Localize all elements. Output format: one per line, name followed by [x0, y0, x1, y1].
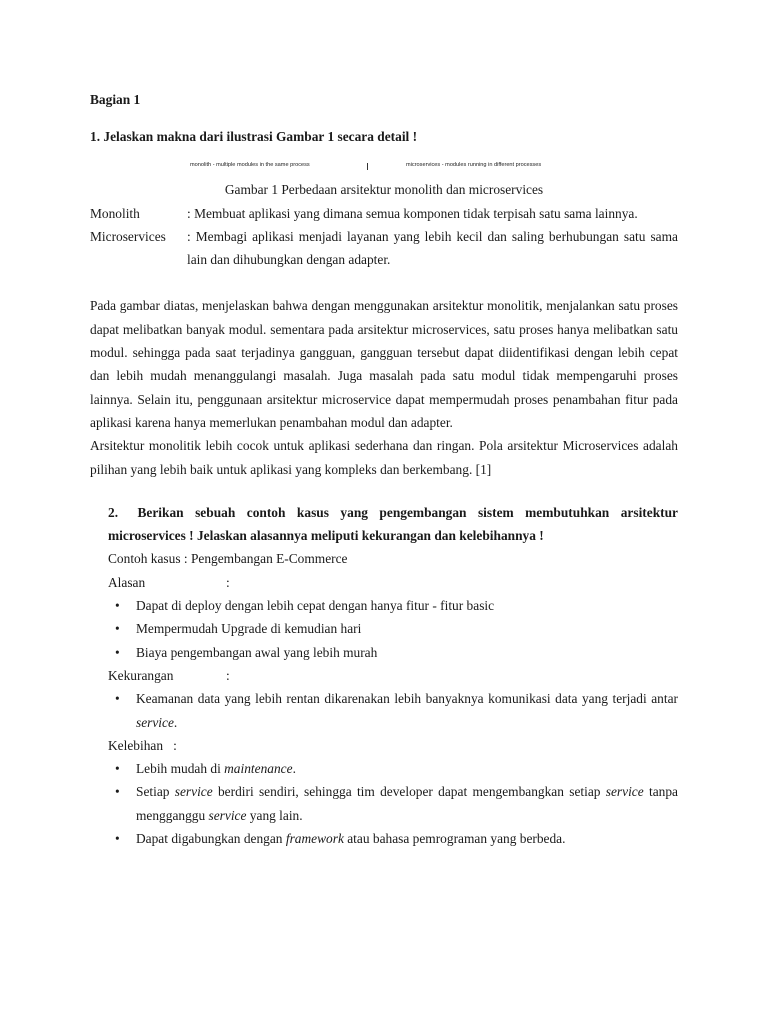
list-item-text: Biaya pengembangan awal yang lebih murah: [136, 644, 378, 660]
list-item: [108, 827, 678, 850]
definition-term: Monolith: [90, 205, 140, 221]
kelebihan-label: Kelebihan: [108, 737, 164, 753]
list-item: [108, 594, 678, 617]
text-run: yang lain.: [246, 807, 303, 823]
list-item: [108, 780, 678, 827]
text-run: .: [292, 761, 296, 777]
italic-term: service: [605, 784, 644, 800]
question-2-text: Berikan sebuah contoh kasus yang pengembangan sistem membutuhkan arsitektur microservices ! Jelaskan alasannya meliputi kekurangan dan kelebihannya !: [108, 504, 678, 544]
alasan-colon: :: [226, 574, 230, 590]
alasan-label-row: [108, 571, 678, 594]
definition-microservices: [90, 225, 678, 272]
question-2-number: 2.: [108, 504, 119, 520]
text-run: berdiri sendiri, sehingga tim developer dapat mengembangkan setiap: [212, 784, 606, 800]
text-run: Setiap: [136, 784, 175, 800]
kekurangan-label-row: [108, 664, 678, 687]
definition-description: : Membuat aplikasi yang dimana semua komponen tidak terpisah satu sama lainnya.: [187, 205, 638, 221]
alasan-label: Alasan: [108, 574, 146, 590]
kekurangan-label: Kekurangan: [108, 667, 174, 683]
kekurangan-colon: :: [226, 667, 230, 683]
text-run: atau bahasa pemrograman yang berbeda.: [343, 831, 566, 847]
list-item: [108, 757, 678, 780]
text-run: Keamanan data yang lebih rentan dikarenakan lebih banyaknya komunikasi data yang terjadi antar: [136, 691, 678, 707]
text-run: Lebih mudah di: [136, 761, 225, 777]
list-item-text: [136, 780, 678, 827]
figure-right-label: microservices - modules running in different processes: [406, 162, 542, 169]
text-run: Dapat digabungkan dengan: [136, 831, 286, 847]
italic-term: service: [174, 784, 213, 800]
bullet-icon: •: [115, 761, 120, 777]
list-item: [108, 641, 678, 664]
question-2: [108, 501, 678, 548]
alasan-list: [108, 594, 678, 664]
explanation-paragraph: Pada gambar diatas, menjelaskan bahwa dengan menggunakan arsitektur monolitik, menjalankan satu proses dapat melibatkan banyak modul. sementara pada arsitektur microservices, satu proses hanya melibatkan satu modul. sehingga pada saat terjadinya gangguan, gangguan tersebut dapat diidentifikasi dengan lebih cepat dan lebih mudah menanggulangi masalah. Juga masalah pada satu modul tidak mempengaruhi proses lainnya. Selain itu, penggunaan arsitektur microservice dapat mempermudah proses penambahan fitur pada aplikasi karena hanya memerlukan penambahan modul dan adapter.: [90, 298, 678, 430]
text-run: .: [173, 714, 178, 730]
definition-monolith: [90, 202, 678, 225]
bullet-icon: •: [115, 598, 120, 614]
kelebihan-label-row: [108, 734, 678, 757]
bullet-icon: •: [115, 691, 120, 707]
italic-term: maintenance: [224, 761, 293, 777]
figure-1: [90, 154, 678, 176]
conclusion-paragraph: Arsitektur monolitik lebih cocok untuk aplikasi sederhana dan ringan. Pola arsitektur Microservices adalah pilihan yang lebih baik untuk aplikasi yang kompleks dan berkembang. [1]: [90, 438, 678, 477]
list-item-text: [136, 827, 678, 850]
text-run: tanpa mengganggu: [136, 784, 678, 823]
bullet-icon: •: [115, 831, 120, 847]
question-2-section: [90, 501, 678, 850]
question-1: 1. Jelaskan makna dari ilustrasi Gambar 1 secara detail !: [90, 129, 418, 144]
document-page: [90, 88, 678, 850]
kelebihan-list: [108, 757, 678, 850]
figure-caption: Gambar 1 Perbedaan arsitektur monolith dan microservices: [224, 182, 544, 198]
list-item: [108, 617, 678, 640]
definition-description: : Membagi aplikasi menjadi layanan yang lebih kecil dan saling berhubungan satu sama lain dan dihubungkan dengan adapter.: [187, 228, 678, 268]
list-item-text: Mempermudah Upgrade di kemudian hari: [136, 621, 362, 637]
bullet-icon: •: [115, 621, 120, 637]
bullet-icon: •: [115, 784, 120, 800]
list-item-text: [136, 757, 678, 780]
list-item-text: Dapat di deploy dengan lebih cepat dengan hanya fitur - fitur basic: [136, 598, 495, 614]
list-item-text: [136, 687, 678, 734]
kelebihan-colon: :: [173, 737, 177, 753]
section-title: Bagian 1: [90, 92, 141, 107]
figure-left-label: monolith - multiple modules in the same process: [190, 162, 310, 169]
italic-term: framework: [285, 831, 344, 847]
italic-term: service: [208, 807, 247, 823]
definition-term: Microservices: [90, 228, 166, 244]
case-example: Contoh kasus : Pengembangan E-Commerce: [108, 551, 348, 567]
figure-separator: [367, 163, 368, 170]
italic-term: service: [136, 714, 174, 730]
list-item: [108, 687, 678, 734]
bullet-icon: •: [115, 644, 120, 660]
kekurangan-list: [108, 687, 678, 734]
